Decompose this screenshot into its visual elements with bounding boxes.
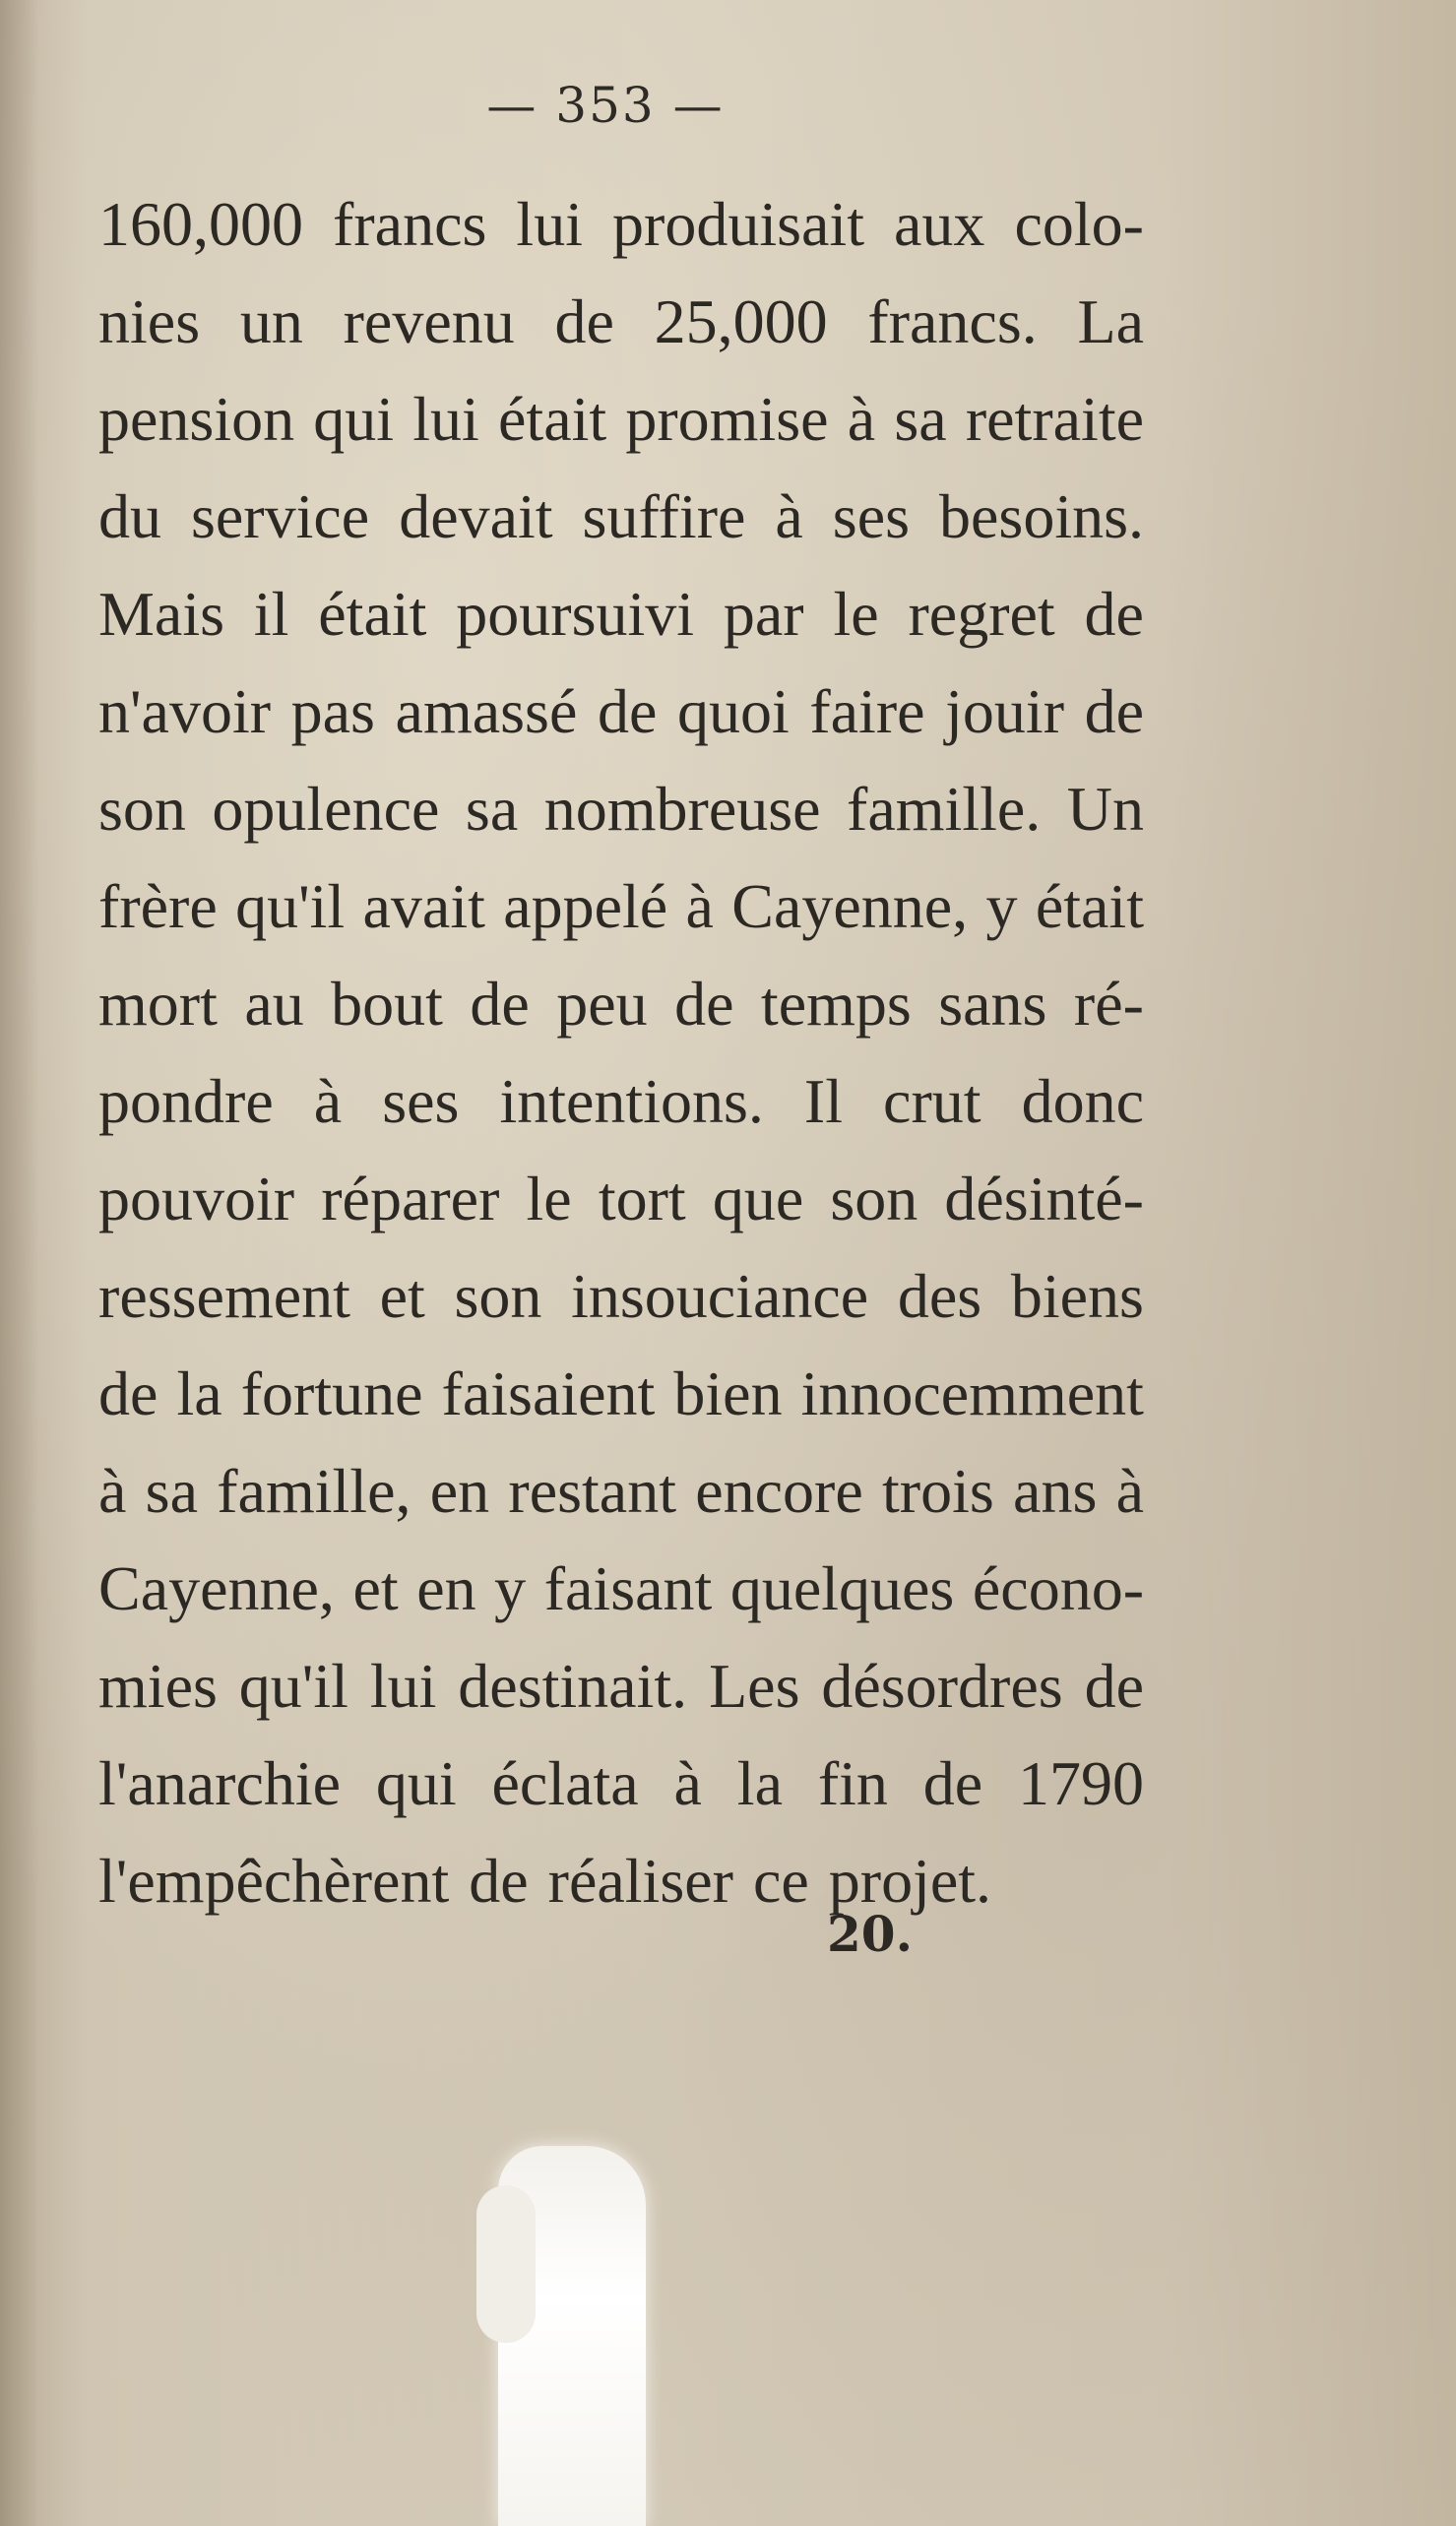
word: de	[469, 1846, 529, 1916]
word: jouir	[945, 676, 1064, 746]
word: famille.	[847, 774, 1042, 844]
word: projet.	[828, 1846, 992, 1916]
word: l'empêchèrent	[98, 1846, 450, 1916]
word: pondre	[98, 1066, 274, 1136]
word: nombreuse	[543, 774, 821, 844]
word: ans	[1013, 1456, 1098, 1526]
word: promise	[625, 384, 829, 454]
word: quelques	[729, 1553, 955, 1623]
word: Mais	[98, 579, 224, 649]
word: de	[98, 1358, 158, 1428]
word: insouciance	[571, 1261, 869, 1331]
word: Cayenne,	[98, 1553, 335, 1623]
word: par	[723, 579, 804, 649]
word: ressement	[98, 1261, 350, 1331]
word: le	[833, 579, 879, 649]
word: frère	[98, 871, 218, 941]
word: revenu	[343, 286, 515, 356]
word: un	[239, 286, 303, 356]
text-line	[98, 1735, 1144, 1832]
word: Cayenne,	[731, 871, 969, 941]
word: Les	[709, 1651, 800, 1721]
word: et	[379, 1261, 425, 1331]
word: quoi	[676, 676, 790, 746]
word: était	[1035, 871, 1144, 941]
word: retraite	[965, 384, 1144, 454]
word: en	[416, 1553, 476, 1623]
word: n'avoir	[98, 676, 272, 746]
word: fin	[817, 1748, 888, 1818]
paper-damage-mark	[498, 2146, 646, 2526]
word: lui	[516, 189, 583, 259]
word: qu'il	[238, 1651, 348, 1721]
word: de	[1084, 579, 1144, 649]
word: de	[554, 286, 614, 356]
word: son	[98, 774, 186, 844]
text-line	[98, 1540, 1144, 1637]
text-line	[98, 1052, 1144, 1150]
word: à	[673, 1748, 702, 1818]
word: pas	[290, 676, 375, 746]
word: suffire	[582, 481, 746, 551]
word: faisant	[543, 1553, 713, 1623]
text-line	[98, 1442, 1144, 1540]
word: besoins.	[939, 481, 1144, 551]
text-line	[98, 468, 1144, 565]
word: qui	[313, 384, 395, 454]
word: sans	[938, 969, 1047, 1039]
signature-mark: 20.	[827, 1905, 913, 1963]
word: faisaient	[441, 1358, 656, 1428]
word: de	[1084, 1651, 1144, 1721]
word: tort	[598, 1164, 686, 1233]
word: y	[494, 1553, 527, 1623]
text-line	[98, 370, 1144, 468]
word: de	[470, 969, 530, 1039]
word: restant	[508, 1456, 676, 1526]
body-text	[98, 175, 1144, 1929]
word: temps	[760, 969, 912, 1039]
word: de	[922, 1748, 983, 1818]
word: francs	[333, 189, 487, 259]
text-line	[98, 175, 1144, 273]
text-line	[98, 1247, 1144, 1345]
page-edge-shadow	[0, 0, 39, 2526]
word: 160,000	[98, 189, 303, 259]
word: colo-	[1014, 189, 1144, 259]
word: faire	[809, 676, 925, 746]
word: réaliser	[547, 1846, 733, 1916]
word: mies	[98, 1651, 218, 1721]
word: ce	[752, 1846, 809, 1916]
word: poursuivi	[456, 579, 695, 649]
word: 25,000	[654, 286, 828, 356]
text-line	[98, 1150, 1144, 1247]
word: lui	[412, 384, 479, 454]
word: trois	[882, 1456, 994, 1526]
word: devait	[399, 481, 553, 551]
word: nies	[98, 286, 201, 356]
word: crut	[883, 1066, 981, 1136]
word: était	[498, 384, 607, 454]
word: opulence	[212, 774, 440, 844]
word: des	[897, 1261, 982, 1331]
word: bien	[673, 1358, 783, 1428]
word: était	[318, 579, 427, 649]
word: peu	[556, 969, 648, 1039]
word: à	[98, 1456, 127, 1526]
word: ses	[832, 481, 911, 551]
word: au	[244, 969, 304, 1039]
word: biens	[1010, 1261, 1144, 1331]
word: de	[597, 676, 658, 746]
word: Un	[1066, 774, 1144, 844]
word: réparer	[321, 1164, 500, 1233]
word: service	[190, 481, 370, 551]
word: la	[176, 1358, 222, 1428]
word: aux	[894, 189, 985, 259]
word: sa	[465, 774, 519, 844]
word: de	[1084, 676, 1144, 746]
word: qui	[375, 1748, 457, 1818]
text-line	[98, 663, 1144, 760]
word: à	[313, 1066, 343, 1136]
word: sa	[894, 384, 947, 454]
word: famille,	[217, 1456, 411, 1526]
word: la	[736, 1748, 783, 1818]
word: appelé	[503, 871, 668, 941]
text-line	[98, 760, 1144, 857]
word: à	[685, 871, 714, 941]
word: encore	[695, 1456, 863, 1526]
word: pension	[98, 384, 295, 454]
word: et	[352, 1553, 399, 1623]
word: regret	[908, 579, 1055, 649]
word: du	[98, 481, 161, 551]
word: francs.	[867, 286, 1038, 356]
text-line	[98, 1345, 1144, 1442]
text-line	[98, 955, 1144, 1052]
word: fortune	[240, 1358, 423, 1428]
text-line	[98, 565, 1144, 663]
word: l'anarchie	[98, 1748, 342, 1818]
word: avait	[362, 871, 485, 941]
page-number: — 353 —	[486, 77, 725, 134]
word: amassé	[395, 676, 578, 746]
word: son	[830, 1164, 918, 1233]
word: à	[775, 481, 803, 551]
word: intentions.	[499, 1066, 764, 1136]
word: écono-	[972, 1553, 1144, 1623]
word: ses	[382, 1066, 460, 1136]
word: lui	[369, 1651, 437, 1721]
word: à	[847, 384, 876, 454]
word: de	[674, 969, 734, 1039]
word: destinait.	[458, 1651, 688, 1721]
word: donc	[1021, 1066, 1144, 1136]
word: désinté-	[944, 1164, 1144, 1233]
text-line	[98, 1637, 1144, 1735]
word: en	[429, 1456, 490, 1526]
text-line	[98, 273, 1144, 370]
word: innocemment	[800, 1358, 1144, 1428]
word: le	[526, 1164, 572, 1233]
word: produisait	[612, 189, 864, 259]
word: que	[712, 1164, 804, 1233]
word: sa	[145, 1456, 198, 1526]
text-line	[98, 857, 1144, 955]
word: son	[454, 1261, 542, 1331]
word: 1790	[1018, 1748, 1144, 1818]
word: il	[253, 579, 289, 649]
word: mort	[98, 969, 218, 1039]
word: bout	[331, 969, 443, 1039]
word: éclata	[491, 1748, 639, 1818]
word: La	[1077, 286, 1144, 356]
word: à	[1115, 1456, 1144, 1526]
word: pouvoir	[98, 1164, 295, 1233]
word: y	[985, 871, 1018, 941]
word: Il	[803, 1066, 843, 1136]
word: qu'il	[235, 871, 346, 941]
text-line	[98, 1832, 1144, 1929]
word: désordres	[821, 1651, 1063, 1721]
word: ré-	[1073, 969, 1144, 1039]
